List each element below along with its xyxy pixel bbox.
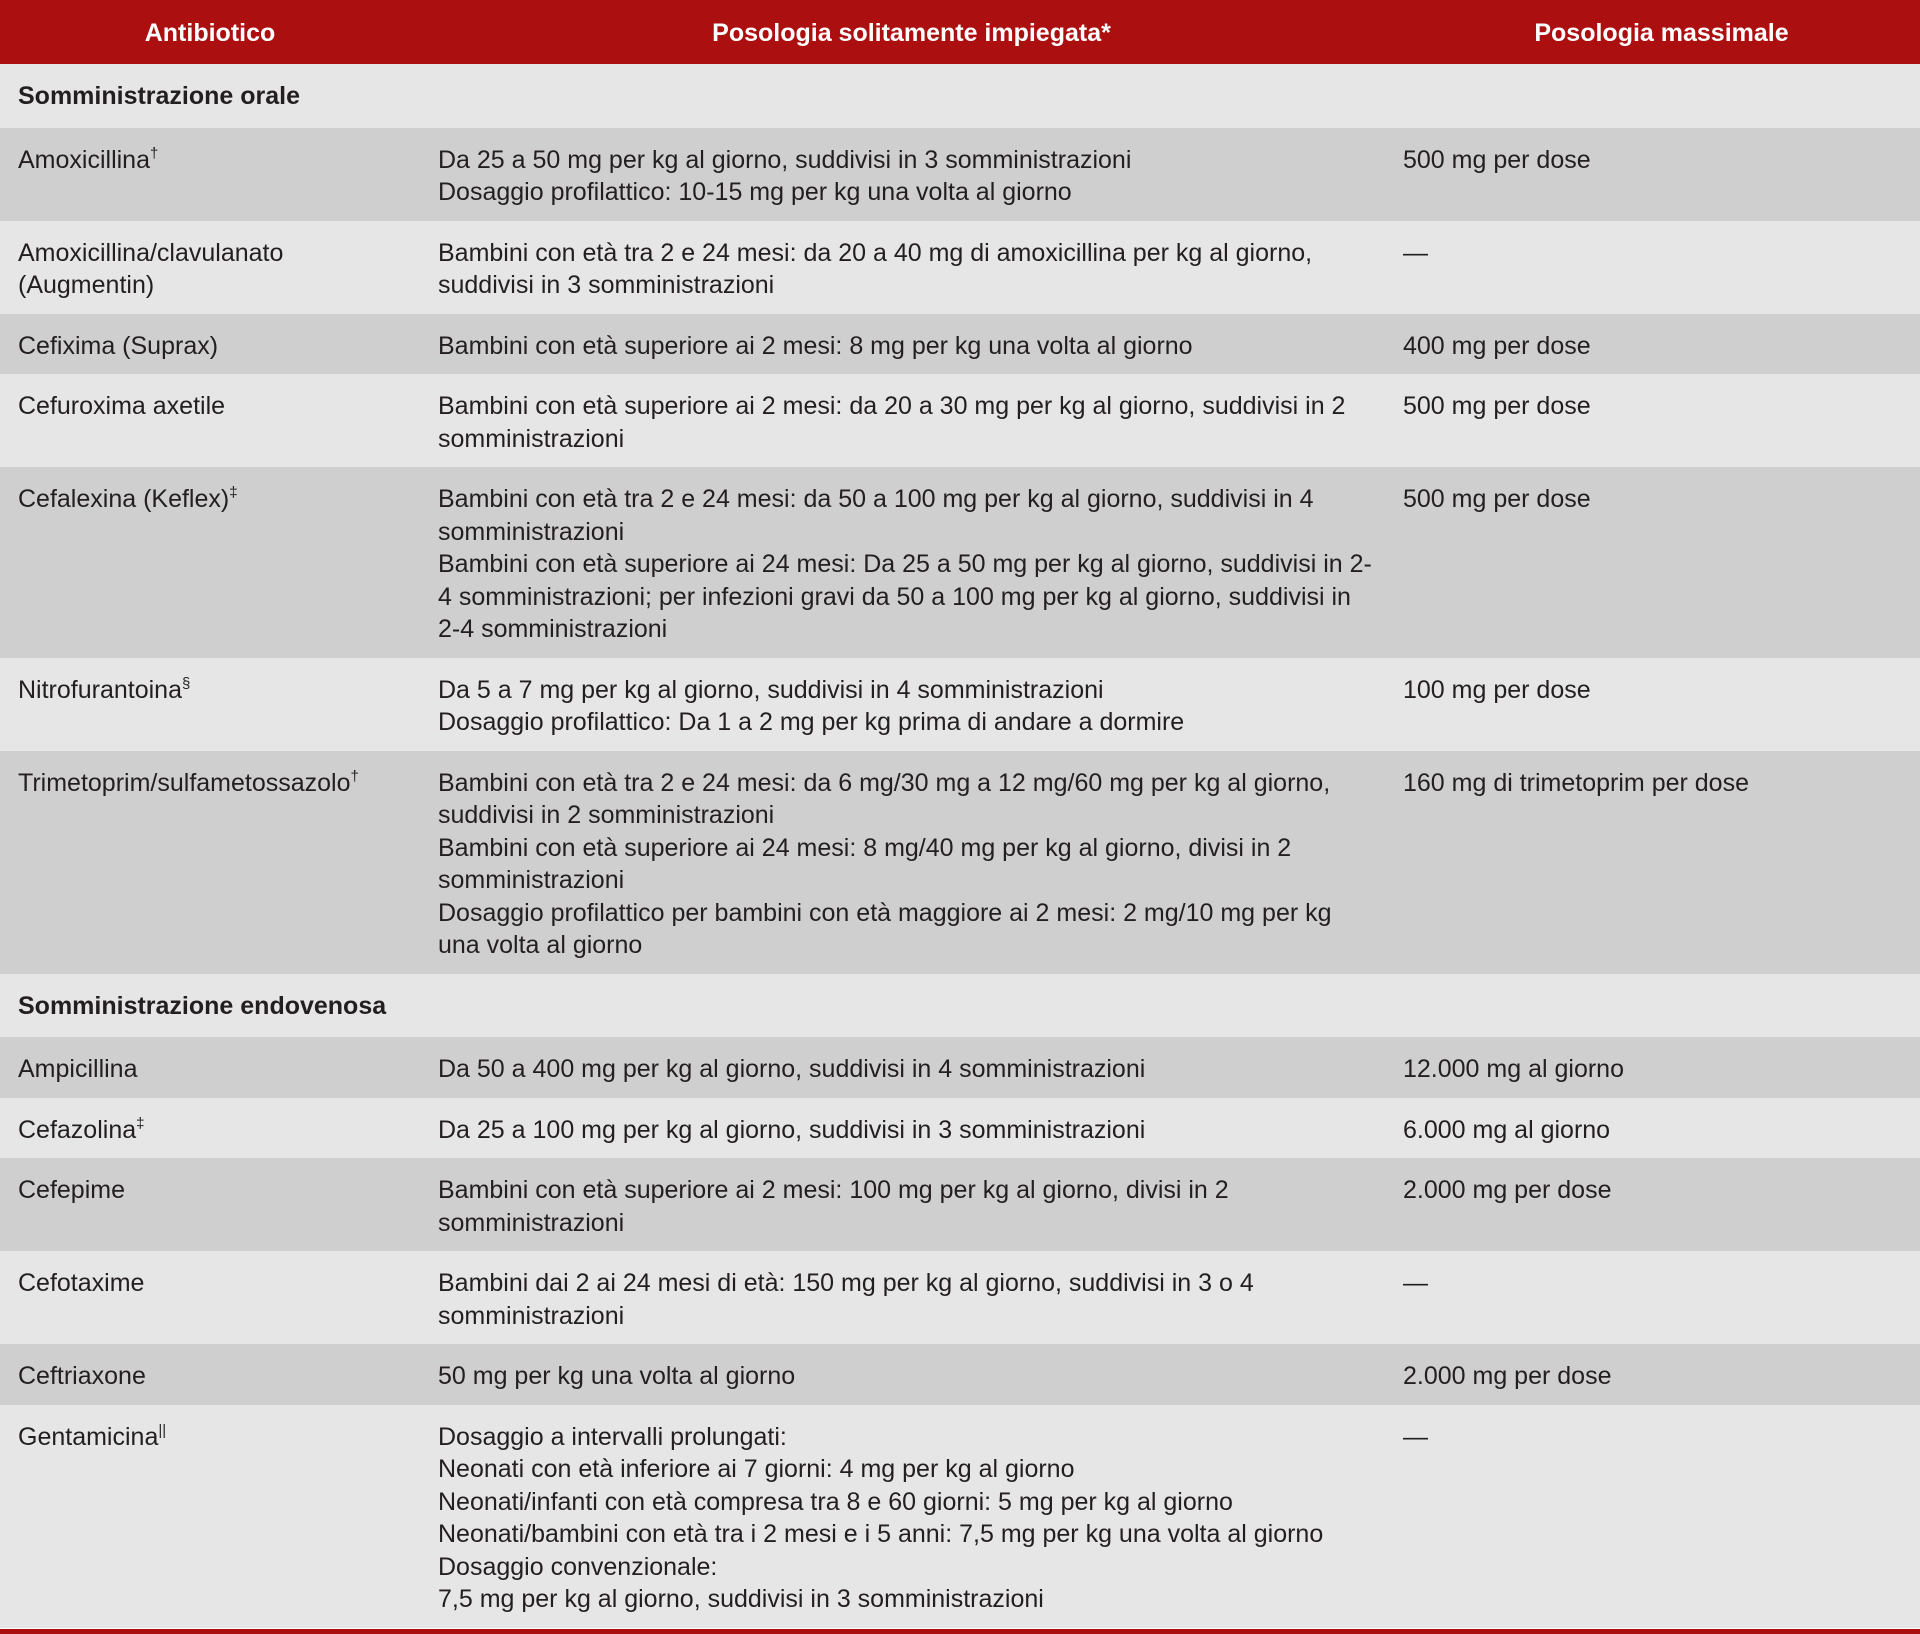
max-dosage-cell: 500 mg per dose	[1403, 374, 1920, 467]
antibiotic-cell	[0, 1037, 420, 1098]
table-row	[0, 1251, 1920, 1344]
antibiotic-cell	[0, 128, 420, 221]
table-row	[0, 658, 1920, 751]
table-row	[0, 374, 1920, 467]
table-row	[0, 1405, 1920, 1628]
antibiotic-cell	[0, 1158, 420, 1251]
dosage-line: Dosaggio profilattico per bambini con età maggiore ai 2 mesi: 2 mg/10 mg per kg una volta al giorno	[438, 898, 1332, 959]
table-row	[0, 1037, 1920, 1098]
table-row	[0, 314, 1920, 375]
header-row	[0, 1, 1920, 64]
dosage-line: Neonati/bambini con età tra i 2 mesi e i 5 anni: 7,5 mg per kg una volta al giorno	[438, 1520, 1324, 1548]
max-dosage-cell: 160 mg di trimetoprim per dose	[1403, 751, 1920, 974]
footnote-marker: †	[350, 767, 359, 785]
footnote-marker: ‡	[229, 484, 238, 501]
max-dosage-cell: 500 mg per dose	[1403, 128, 1920, 221]
max-dosage-cell: 12.000 mg al giorno	[1403, 1037, 1920, 1098]
dosage-line: Da 25 a 50 mg per kg al giorno, suddivisi in 3 somministrazioni	[438, 145, 1132, 174]
antibiotic-name: Ceftriaxone	[18, 1362, 146, 1390]
dosage-line: Bambini con età superiore ai 2 mesi: da 20 a 30 mg per kg al giorno, suddivisi in 2 somministrazioni	[438, 392, 1346, 453]
table-row	[0, 467, 1920, 658]
table-row	[0, 1344, 1920, 1405]
max-dosage-cell: 2.000 mg per dose	[1403, 1158, 1920, 1251]
dosage-cell	[420, 1037, 1403, 1098]
table-row	[0, 1098, 1920, 1159]
antibiotic-name: Cefalexina (Keflex)	[18, 485, 230, 513]
dosage-cell	[420, 1158, 1403, 1251]
dosage-line: Dosaggio convenzionale:	[438, 1552, 718, 1581]
dosage-line: Bambini con età tra 2 e 24 mesi: da 20 a 40 mg di amoxicillina per kg al giorno, suddivisi in 3 somministrazioni	[438, 238, 1313, 299]
header-max-dosage: Posologia massimale	[1403, 1, 1920, 64]
dosage-line: Dosaggio a intervalli prolungati:	[438, 1422, 787, 1451]
footnote-marker: ||	[158, 1421, 167, 1439]
dosage-line: Bambini con età superiore ai 24 mesi: 8 mg/40 mg per kg al giorno, divisi in 2 somministrazioni	[438, 833, 1292, 894]
dosage-line: Bambini con età superiore ai 2 mesi: 8 mg per kg una volta al giorno	[438, 331, 1193, 360]
dosage-line: Bambini dai 2 ai 24 mesi di età: 150 mg per kg al giorno, suddivisi in 3 o 4 somministrazioni	[438, 1269, 1254, 1330]
antibiotic-cell	[0, 1344, 420, 1405]
dosage-cell	[420, 658, 1403, 751]
antibiotic-cell	[0, 1098, 420, 1159]
dosage-line: Bambini con età tra 2 e 24 mesi: da 6 mg/30 mg a 12 mg/60 mg per kg al giorno, suddivisi in 2 somministrazioni	[438, 768, 1331, 829]
table-row	[0, 1158, 1920, 1251]
dosage-cell	[420, 751, 1403, 974]
max-dosage-cell: 400 mg per dose	[1403, 314, 1920, 375]
dosage-cell	[420, 1405, 1403, 1628]
dosage-line: Bambini con età superiore ai 2 mesi: 100 mg per kg al giorno, divisi in 2 somministrazioni	[438, 1176, 1229, 1237]
antibiotic-cell	[0, 751, 420, 974]
section-title: Somministrazione orale	[0, 64, 1920, 128]
dosage-line: 50 mg per kg una volta al giorno	[438, 1362, 796, 1390]
header-antibiotic: Antibiotico	[0, 1, 420, 64]
table-body	[0, 64, 1920, 1628]
max-dosage-cell: 6.000 mg al giorno	[1403, 1098, 1920, 1159]
antibiotic-name: Cefepime	[18, 1176, 125, 1204]
antibiotic-name: Cefuroxima axetile	[18, 392, 226, 420]
dosage-line: Bambini con età superiore ai 24 mesi: Da 25 a 50 mg per kg al giorno, suddivisi in 2-4 somministrazioni; per infezioni gravi da 50 a 100 mg per kg al giorno, suddivisi in 2-4 somministrazioni	[438, 550, 1372, 643]
antibiotic-name: Amoxicillina/clavulanato (Augmentin)	[18, 238, 284, 299]
dosage-cell	[420, 221, 1403, 314]
antibiotic-cell	[0, 314, 420, 375]
dosage-line: Neonati/infanti con età compresa tra 8 e 60 giorni: 5 mg per kg al giorno	[438, 1487, 1233, 1516]
antibiotic-cell	[0, 658, 420, 751]
antibiotic-name: Cefazolina	[18, 1115, 137, 1144]
dosage-line: Dosaggio profilattico: 10-15 mg per kg una volta al giorno	[438, 178, 1072, 206]
table-row	[0, 221, 1920, 314]
bottom-rule	[0, 1629, 1920, 1634]
dosage-line: Bambini con età tra 2 e 24 mesi: da 50 a 100 mg per kg al giorno, suddivisi in 4 somministrazioni	[438, 485, 1314, 546]
dosage-cell	[420, 1251, 1403, 1344]
header-usual-dosage: Posologia solitamente impiegata*	[420, 1, 1403, 64]
antibiotic-name: Cefixima (Suprax)	[18, 331, 219, 360]
table-row	[0, 128, 1920, 221]
max-dosage-cell: 500 mg per dose	[1403, 467, 1920, 658]
antibiotic-name: Ampicillina	[18, 1055, 138, 1083]
antibiotic-cell	[0, 374, 420, 467]
footnote-marker: §	[181, 674, 191, 692]
dosage-line: 7,5 mg per kg al giorno, suddivisi in 3 somministrazioni	[438, 1585, 1044, 1613]
antibiotic-name: Amoxicillina	[18, 145, 150, 174]
antibiotic-name: Gentamicina	[18, 1422, 159, 1451]
dosage-line: Da 50 a 400 mg per kg al giorno, suddivisi in 4 somministrazioni	[438, 1055, 1146, 1083]
max-dosage-cell: —	[1403, 1405, 1920, 1628]
antibiotic-cell	[0, 1405, 420, 1628]
dosage-cell	[420, 374, 1403, 467]
section-header-row	[0, 64, 1920, 128]
max-dosage-cell: —	[1403, 1251, 1920, 1344]
dosage-cell	[420, 314, 1403, 375]
max-dosage-cell: 100 mg per dose	[1403, 658, 1920, 751]
dosage-cell	[420, 467, 1403, 658]
antibiotic-cell	[0, 1251, 420, 1344]
dosage-line: Da 5 a 7 mg per kg al giorno, suddivisi in 4 somministrazioni	[438, 675, 1104, 704]
footnote-marker: †	[149, 144, 159, 162]
section-header-row	[0, 974, 1920, 1038]
antibiotic-name: Nitrofurantoina	[18, 675, 182, 704]
dosage-cell	[420, 1098, 1403, 1159]
section-title: Somministrazione endovenosa	[0, 974, 1920, 1038]
dosage-cell	[420, 128, 1403, 221]
dosage-line: Neonati con età inferiore ai 7 giorni: 4 mg per kg al giorno	[438, 1455, 1075, 1483]
dosage-cell	[420, 1344, 1403, 1405]
antibiotic-name: Trimetoprim/sulfametossazolo	[18, 768, 351, 797]
max-dosage-cell: 2.000 mg per dose	[1403, 1344, 1920, 1405]
antibiotic-name: Cefotaxime	[18, 1269, 145, 1297]
dosage-line: Dosaggio profilattico: Da 1 a 2 mg per kg prima di andare a dormire	[438, 708, 1185, 736]
dosage-line: Da 25 a 100 mg per kg al giorno, suddivisi in 3 somministrazioni	[438, 1115, 1146, 1144]
antibiotic-cell	[0, 467, 420, 658]
antibiotic-cell	[0, 221, 420, 314]
table-row	[0, 751, 1920, 974]
max-dosage-cell: —	[1403, 221, 1920, 314]
footnote-marker: ‡	[136, 1114, 145, 1132]
